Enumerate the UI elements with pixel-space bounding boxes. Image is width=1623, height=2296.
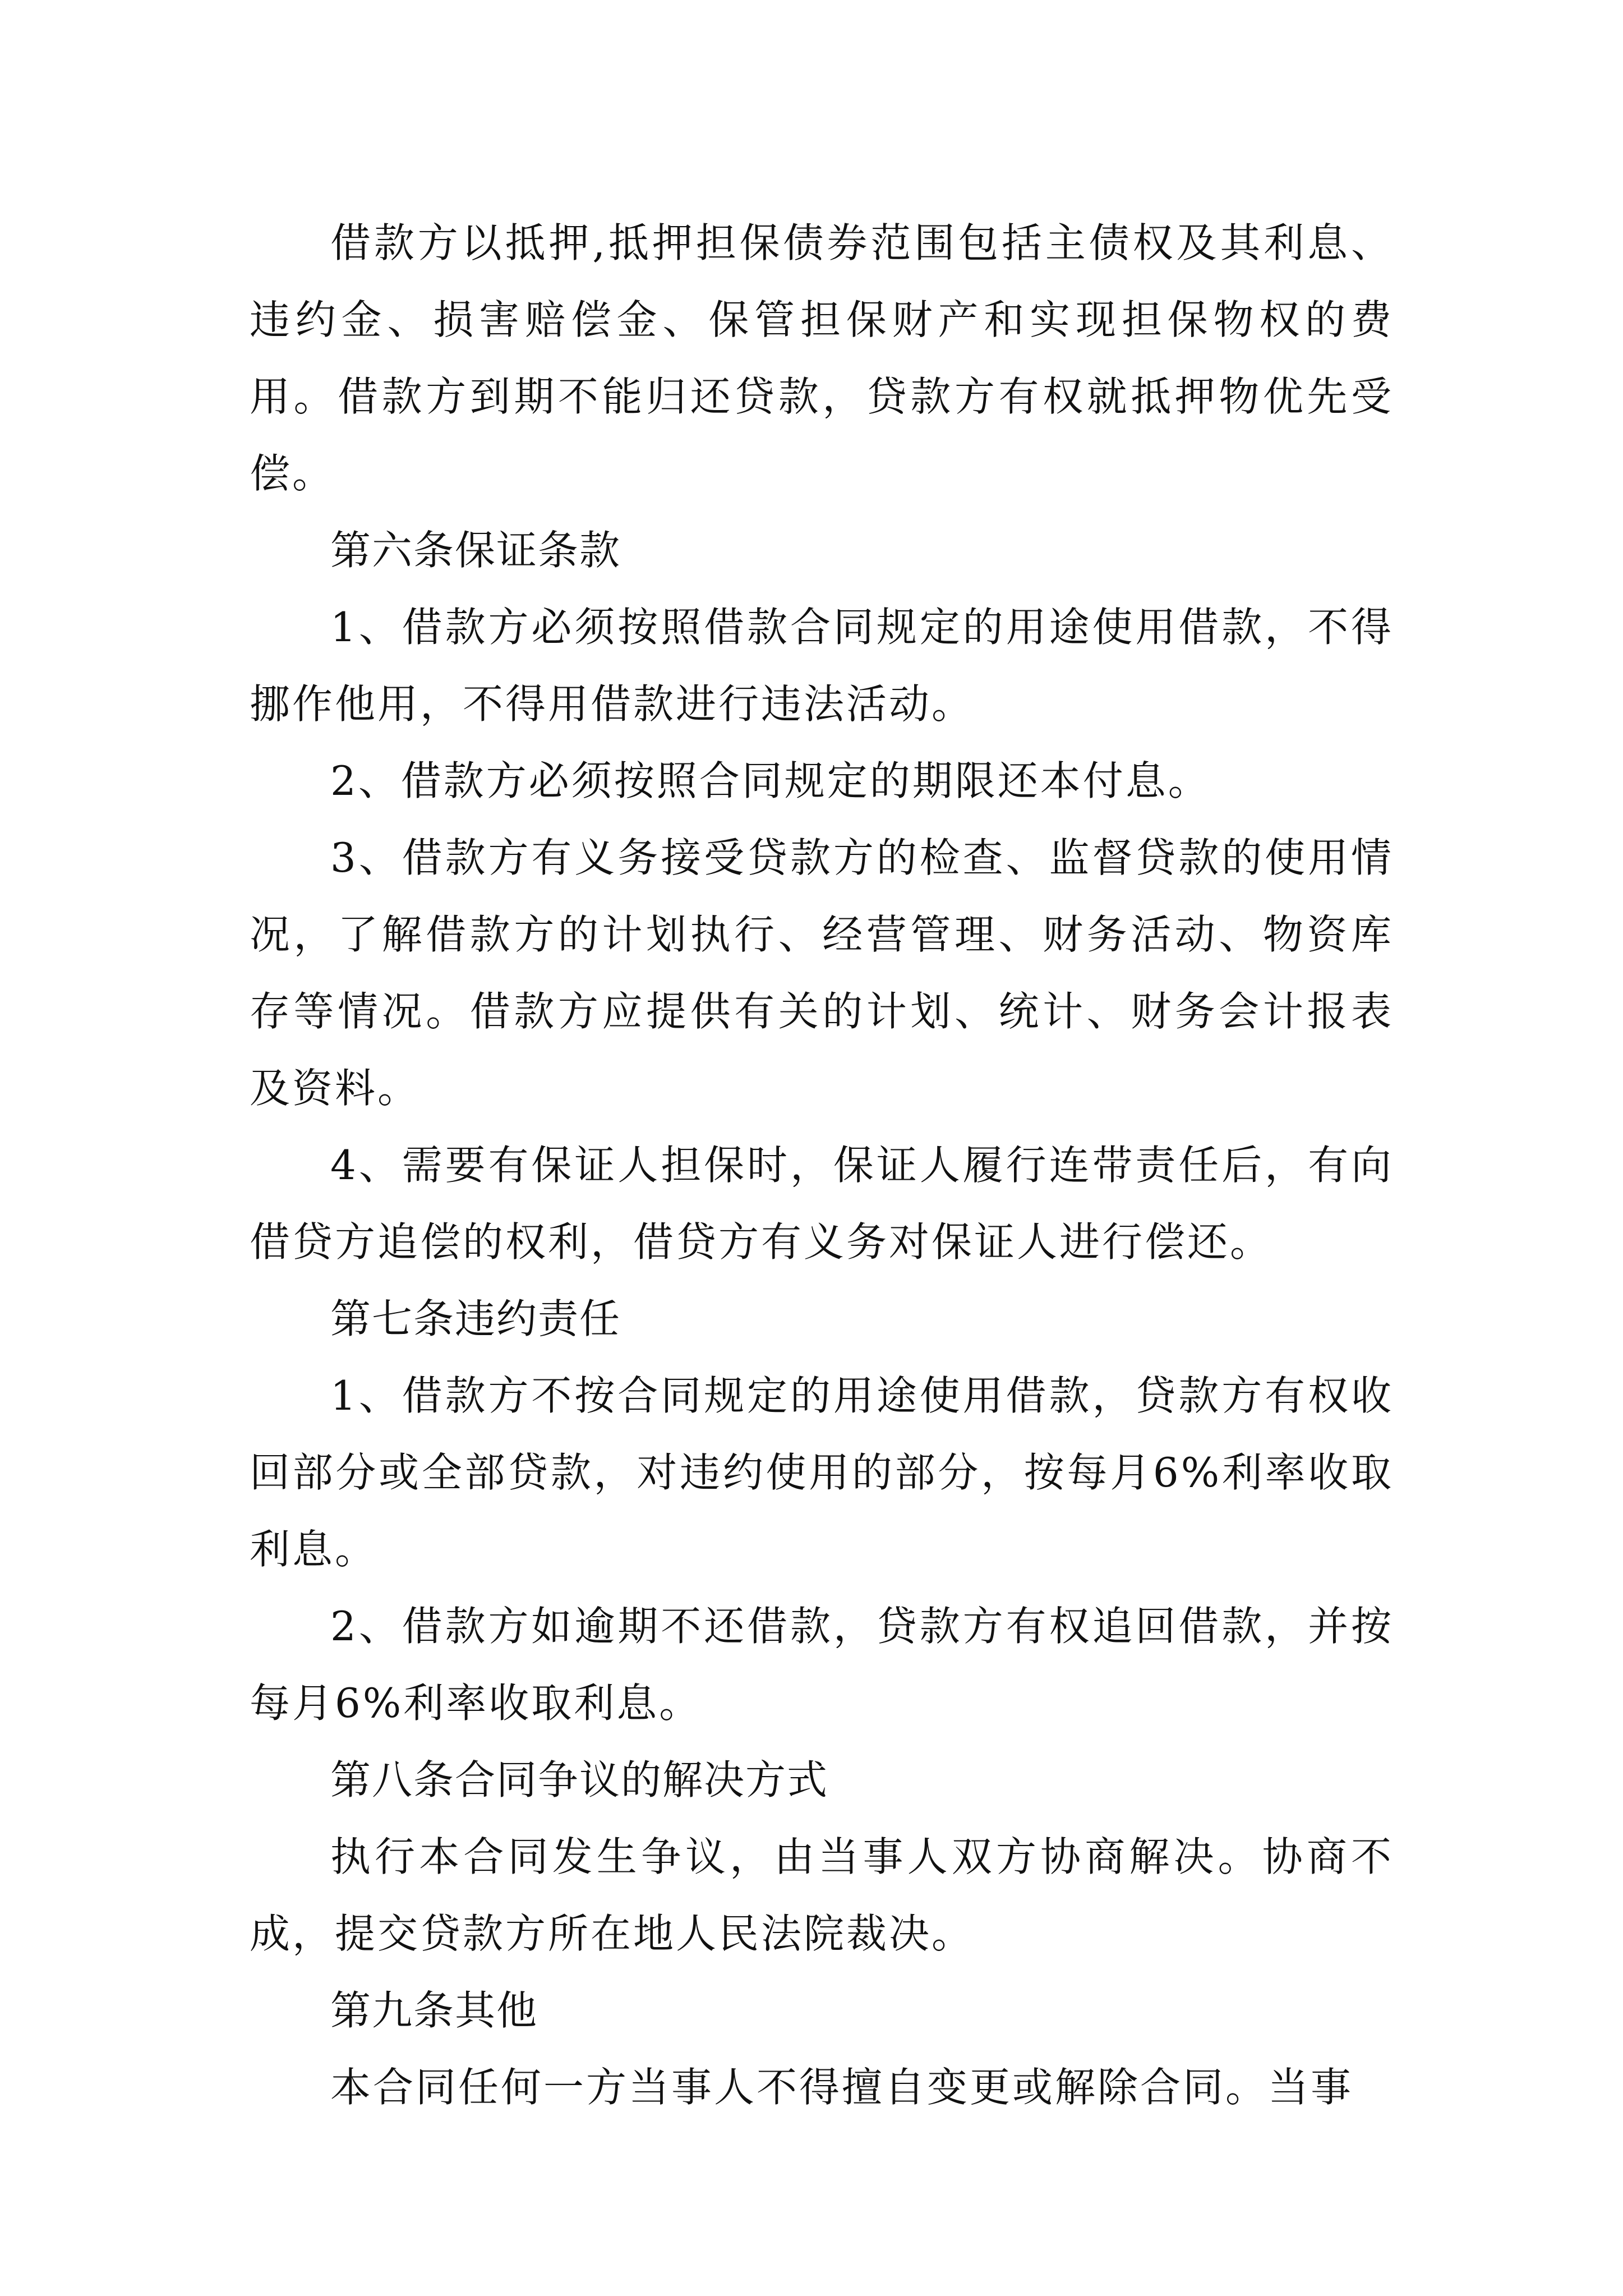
document-body xyxy=(250,205,1394,2126)
article-8-heading: 第八条合同争议的解决方式 xyxy=(330,1756,829,1803)
article-9-body: 本合同任何一方当事人不得擅自变更或解除合同。当事 xyxy=(330,2064,1354,2111)
article-7-clause-2: 2、借款方如逾期不还借款，贷款方有权追回借款，并按每月6%利率收取利息。 xyxy=(250,1603,1394,1727)
article-6-clause-2: 2、借款方必须按照合同规定的期限还本付息。 xyxy=(330,757,1211,804)
article-6-heading: 第六条保证条款 xyxy=(330,527,621,574)
article-6-clause-3: 3、借款方有义务接受贷款方的检查、监督贷款的使用情况，了解借款方的计划执行、经营管理、财务活动、物资库存等情况。借款方应提供有关的计划、统计、财务会计报表及资料。 xyxy=(250,834,1394,1112)
article-6-clause-1: 1、借款方必须按照借款合同规定的用途使用借款，不得挪作他用，不得用借款进行违法活动。 xyxy=(250,604,1394,728)
paragraph-mortgage-scope: 借款方以抵押,抵押担保债券范围包括主债权及其利息、违约金、损害赔偿金、保管担保财产和实现担保物权的费用。借款方到期不能归还贷款，贷款方有权就抵押物优先受偿。 xyxy=(250,219,1394,497)
article-6-clause-4: 4、需要有保证人担保时，保证人履行连带责任后，有向借贷方追偿的权利，借贷方有义务对保证人进行偿还。 xyxy=(250,1142,1394,1266)
article-9-heading: 第九条其他 xyxy=(330,1987,538,2034)
article-7-heading: 第七条违约责任 xyxy=(330,1295,621,1342)
article-7-clause-1: 1、借款方不按合同规定的用途使用借款，贷款方有权收回部分或全部贷款，对违约使用的部分，按每月6%利率收取利息。 xyxy=(250,1372,1394,1573)
article-8-body: 执行本合同发生争议，由当事人双方协商解决。协商不成，提交贷款方所在地人民法院裁决。 xyxy=(250,1833,1394,1957)
